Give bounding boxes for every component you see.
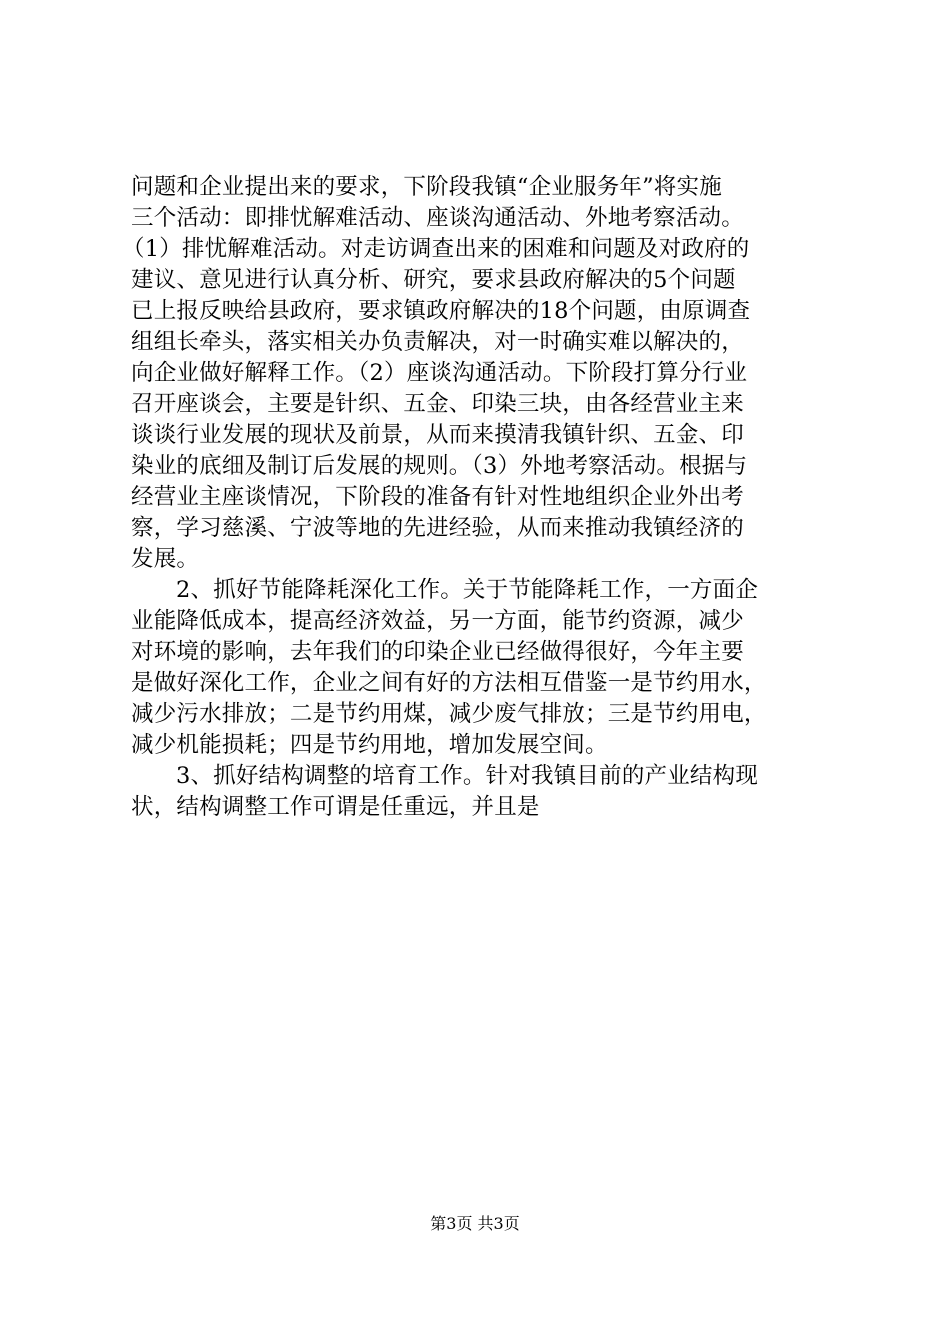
text-line: 减少污水排放；二是节约用煤，减少废气排放；三是节约用电， [131, 701, 767, 727]
text-line: 已上报反映给县政府，要求镇政府解决的18个问题，由原调查 [131, 298, 751, 324]
document-body [122, 172, 831, 823]
text-line: 减少机能损耗；四是节约用地，增加发展空间。 [131, 732, 608, 758]
text-line: 召开座谈会，主要是针织、五金、印染三块，由各经营业主来 [131, 391, 744, 417]
text-line: 三个活动：即排忧解难活动、座谈沟通活动、外地考察活动。 [131, 205, 744, 231]
text-line: 察，学习慈溪、宁波等地的先进经验，从而来推动我镇经济的 [131, 515, 744, 541]
text-line: （1）排忧解难活动。对走访调查出来的困难和问题及对政府的 [122, 236, 750, 262]
text-line: 是做好深化工作，企业之间有好的方法相互借鉴一是节约用水， [131, 670, 767, 696]
text-line: 经营业主座谈情况，下阶段的准备有针对性地组织企业外出考 [131, 484, 744, 510]
paragraph-start-line: 3、抓好结构调整的培育工作。针对我镇目前的产业结构现 [176, 763, 759, 789]
text-line: 向企业做好解释工作。（2）座谈沟通活动。下阶段打算分行业 [131, 360, 748, 386]
text-line: 建议、意见进行认真分析、研究，要求县政府解决的5个问题 [131, 267, 736, 293]
page-footer: 第3页 共3页 [430, 1214, 520, 1233]
text-line: 问题和企业提出来的要求，下阶段我镇“企业服务年”将实施 [131, 174, 722, 200]
text-line: 组组长牵头，落实相关办负责解决，对一时确实难以解决的， [131, 329, 744, 355]
paragraph-start-line: 2、抓好节能降耗深化工作。关于节能降耗工作，一方面企 [176, 577, 759, 603]
text-line: 状，结构调整工作可谓是任重远，并且是 [131, 794, 540, 820]
text-line: 发展。 [131, 546, 200, 572]
text-line: 染业的底细及制订后发展的规则。（3）外地考察活动。根据与 [131, 453, 748, 479]
text-line: 谈谈行业发展的现状及前景，从而来摸清我镇针织、五金、印 [131, 422, 744, 448]
text-line: 业能降低成本，提高经济效益，另一方面，能节约资源，减少 [131, 608, 744, 634]
text-line: 对环境的影响，去年我们的印染企业已经做得很好，今年主要 [131, 639, 744, 665]
